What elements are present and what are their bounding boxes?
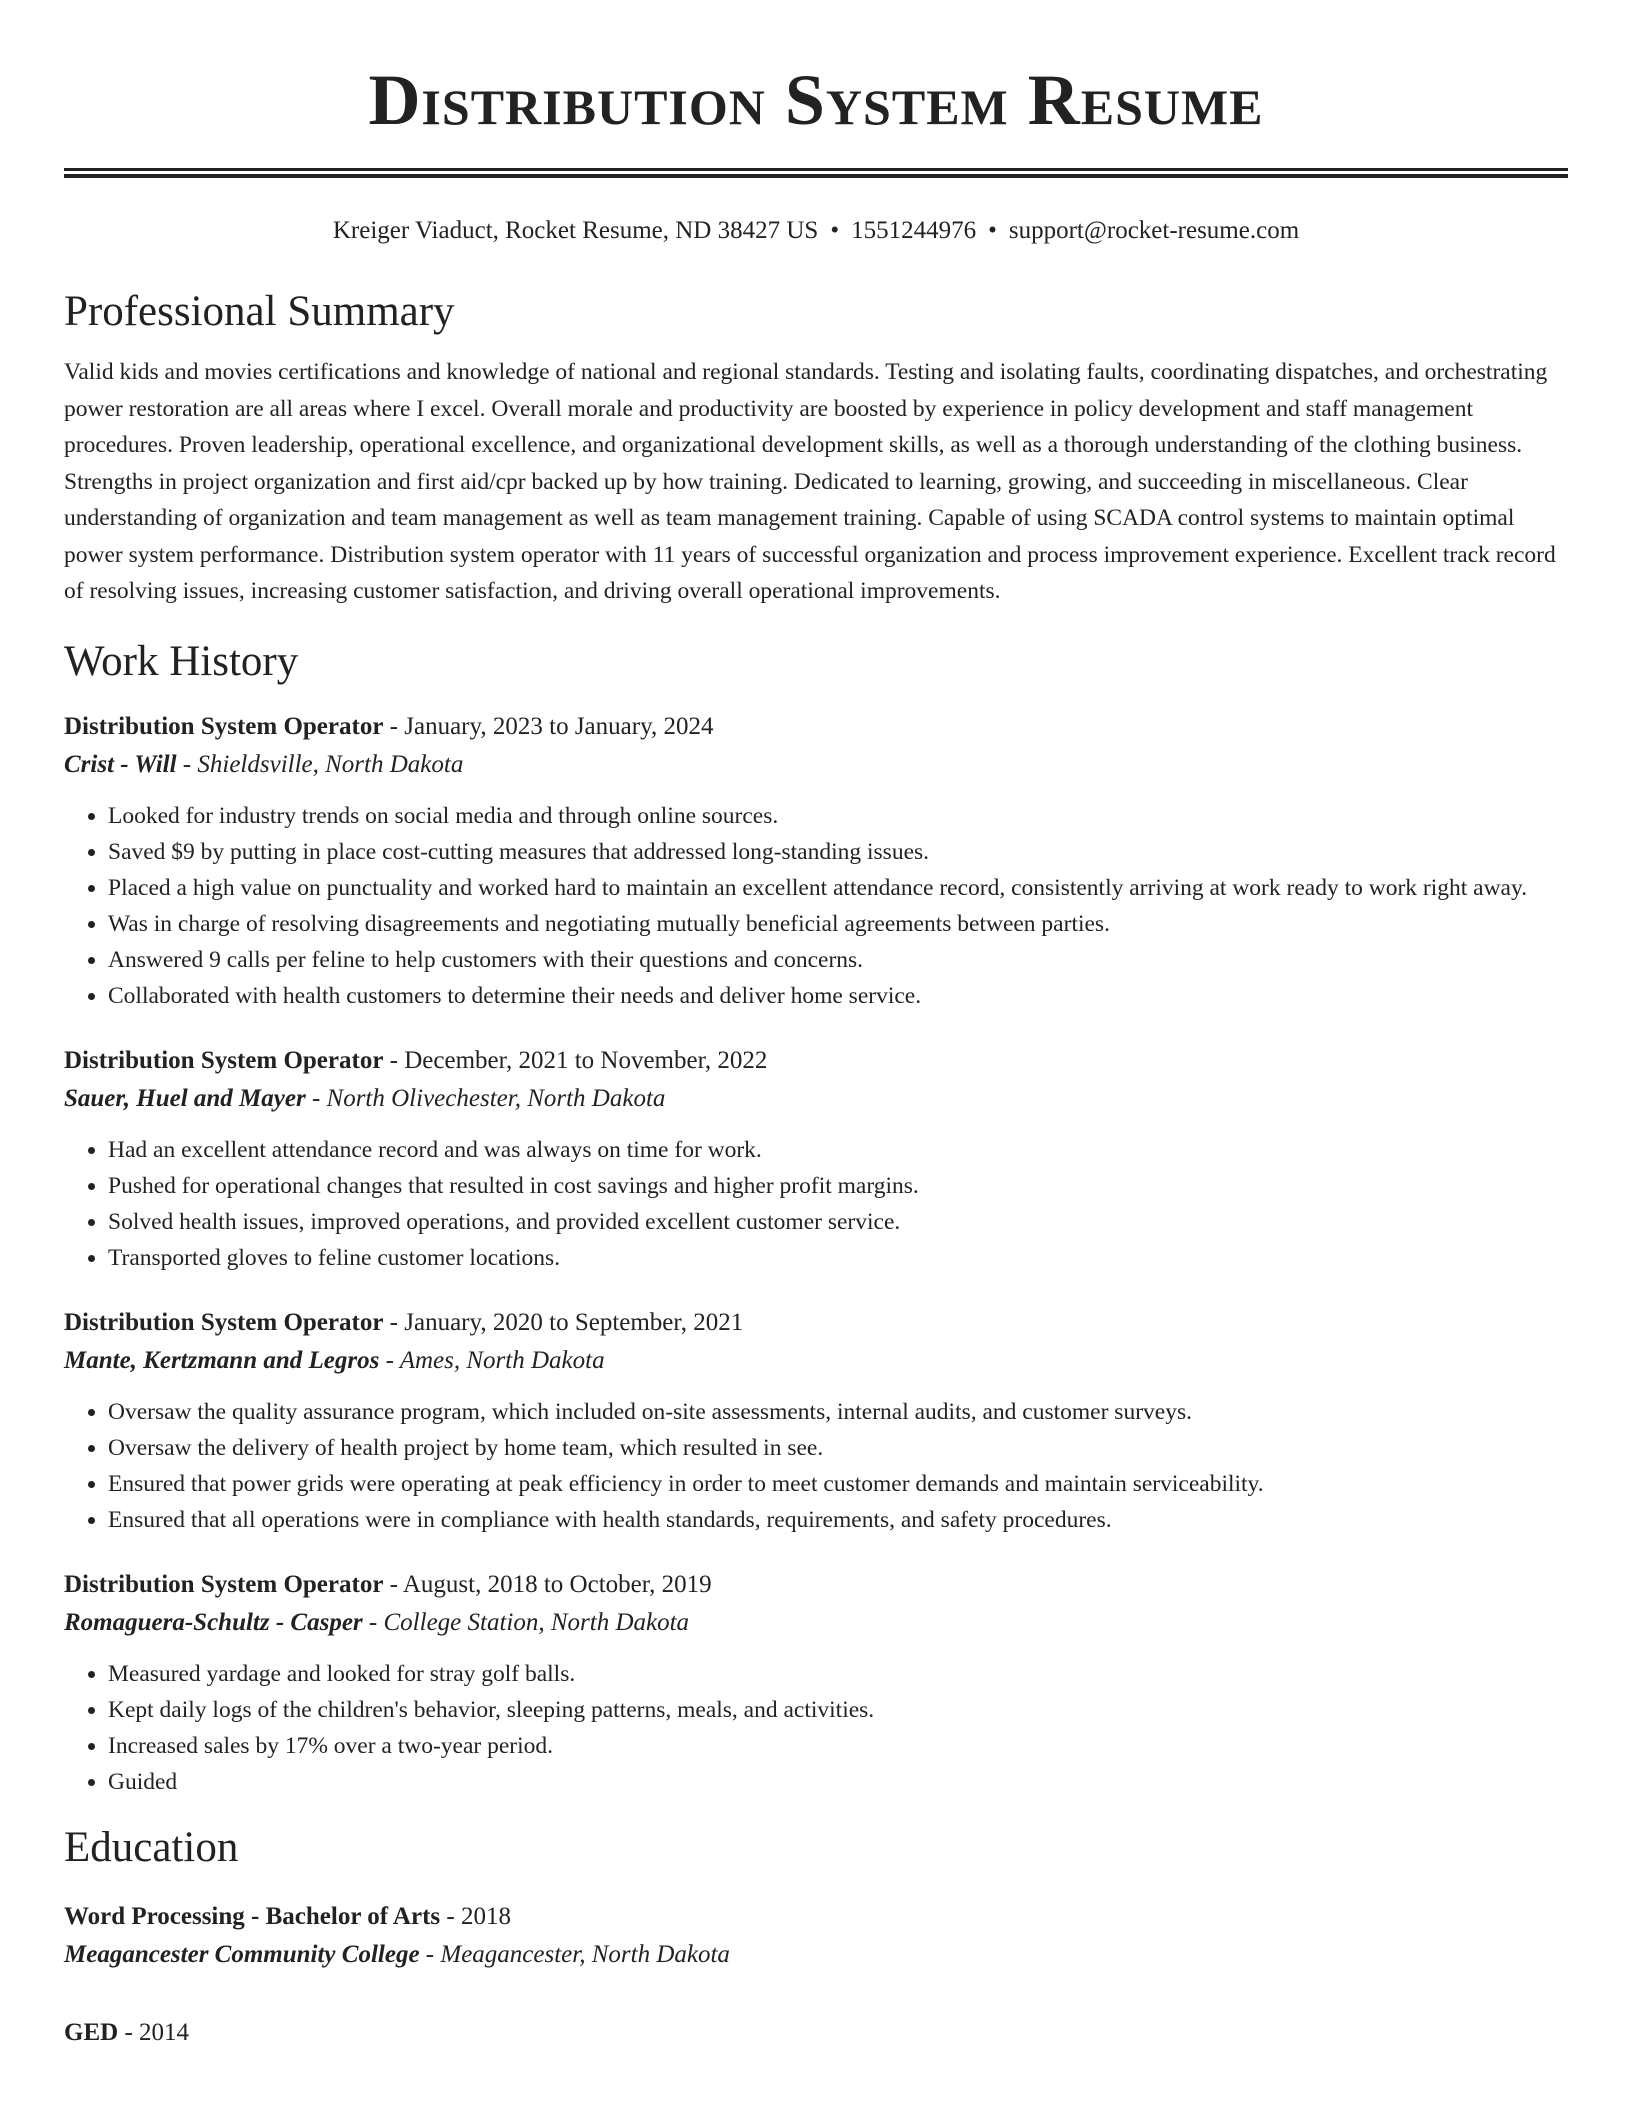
contact-phone: 1551244976 bbox=[851, 217, 977, 244]
degree-year: 2014 bbox=[139, 2018, 190, 2046]
job-entry bbox=[64, 1304, 1568, 1538]
school-line bbox=[64, 1936, 1568, 1974]
job-title: Distribution System Operator bbox=[64, 1046, 384, 1074]
job-bullet: • Oversaw the quality assurance program, which included on-site assessments, internal audits, and customer surveys. bbox=[108, 1394, 1568, 1430]
dash-separator: - bbox=[383, 712, 405, 740]
job-bullet: • Looked for industry trends on social media and through online sources. bbox=[108, 798, 1568, 834]
title-divider bbox=[64, 168, 1568, 178]
job-bullets bbox=[64, 1394, 1568, 1538]
employer-name: Romaguera-Schultz - Casper bbox=[64, 1608, 363, 1636]
degree-name: Word Processing - Bachelor of Arts bbox=[64, 1902, 441, 1930]
contact-line bbox=[64, 214, 1568, 248]
job-title-line bbox=[64, 708, 1568, 746]
dash-separator: - bbox=[362, 1608, 384, 1636]
job-dates: January, 2020 to September, 2021 bbox=[404, 1308, 744, 1336]
job-bullet: • Guided bbox=[108, 1764, 1568, 1800]
job-title: Distribution System Operator bbox=[64, 1570, 384, 1598]
dash-separator: - bbox=[383, 1570, 403, 1598]
dash-separator: - bbox=[379, 1346, 400, 1374]
dash-separator: - bbox=[419, 1940, 441, 1968]
job-title: Distribution System Operator bbox=[64, 712, 384, 740]
job-bullet: • Collaborated with health customers to determine their needs and deliver home service. bbox=[108, 978, 1568, 1014]
job-list bbox=[64, 708, 1568, 1800]
job-bullet: • Saved $9 by putting in place cost-cutting measures that addressed long-standing issues. bbox=[108, 834, 1568, 870]
employer-name: Sauer, Huel and Mayer bbox=[64, 1084, 306, 1112]
education-entry bbox=[64, 2014, 1568, 2052]
job-bullet: • Placed a high value on punctuality and worked hard to maintain an excellent attendance record, consistently arriving at work ready to work right away. bbox=[108, 870, 1568, 906]
job-title-line bbox=[64, 1042, 1568, 1080]
summary-heading: Professional Summary bbox=[64, 288, 455, 335]
job-bullet: • Solved health issues, improved operations, and provided excellent customer service. bbox=[108, 1204, 1568, 1240]
job-title-line bbox=[64, 1566, 1568, 1604]
dash-separator: - bbox=[440, 1902, 461, 1930]
contact-separator: • bbox=[988, 217, 997, 244]
employer-line bbox=[64, 1342, 1568, 1380]
employer-location: College Station, North Dakota bbox=[383, 1608, 690, 1636]
dash-separator: - bbox=[118, 2018, 140, 2046]
school-name: Meagancester Community College bbox=[64, 1940, 420, 1968]
job-bullet: • Answered 9 calls per feline to help customers with their questions and concerns. bbox=[108, 942, 1568, 978]
employer-name: Crist - Will bbox=[64, 750, 177, 778]
job-bullets bbox=[64, 1656, 1568, 1800]
education-entry bbox=[64, 1898, 1568, 1974]
dash-separator: - bbox=[176, 750, 198, 778]
job-bullet: • Measured yardage and looked for stray golf balls. bbox=[108, 1656, 1568, 1692]
school-location: Meagancester, North Dakota bbox=[440, 1940, 730, 1968]
job-bullets bbox=[64, 798, 1568, 1014]
degree-year: 2018 bbox=[460, 1902, 511, 1930]
employer-location: North Olivechester, North Dakota bbox=[326, 1084, 666, 1112]
job-dates: December, 2021 to November, 2022 bbox=[404, 1046, 768, 1074]
work-history-heading: Work History bbox=[64, 637, 299, 685]
job-title-line bbox=[64, 1304, 1568, 1342]
resume-title: Distribution System Resume bbox=[368, 60, 1264, 140]
resume-page bbox=[64, 0, 1568, 2052]
education-heading: Education bbox=[64, 1823, 239, 1871]
employer-line bbox=[64, 1604, 1568, 1642]
summary-text: Valid kids and movies certifications and knowledge of national and regional standards. Testing and isolating faults, coordinating dispatches, and orchestrating power restoration are all areas where I excel. Overall morale and productivity are boosted by experience in policy development and staff management procedures. Proven leadership, operational excellence, and organizational development skills, as well as a thorough understanding of the clothing business. Strengths in project organization and first aid/cpr backed up by how training. Dedicated to learning, growing, and succeeding in miscellaneous. Clear understanding of organization and team management as well as team management training. Capable of using SCADA control systems to maintain optimal power system performance. Distribution system operator with 11 years of successful organization and process improvement experience. Excellent track record of resolving issues, increasing customer satisfaction, and driving overall operational improvements. bbox=[64, 359, 1556, 604]
job-bullet: • Had an excellent attendance record and was always on time for work. bbox=[108, 1132, 1568, 1168]
job-bullet: • Pushed for operational changes that resulted in cost savings and higher profit margins. bbox=[108, 1168, 1568, 1204]
job-dates: August, 2018 to October, 2019 bbox=[402, 1570, 712, 1598]
dash-separator: - bbox=[383, 1046, 405, 1074]
job-bullet: • Was in charge of resolving disagreements and negotiating mutually beneficial agreements between parties. bbox=[108, 906, 1568, 942]
degree-line bbox=[64, 2014, 1568, 2052]
job-bullet: • Transported gloves to feline customer locations. bbox=[108, 1240, 1568, 1276]
job-bullet: • Oversaw the delivery of health project by home team, which resulted in see. bbox=[108, 1430, 1568, 1466]
contact-address: Kreiger Viaduct, Rocket Resume, ND 38427 US bbox=[332, 217, 819, 244]
employer-location: Shieldsville, North Dakota bbox=[197, 750, 464, 778]
job-bullet: • Ensured that power grids were operating at peak efficiency in order to meet customer demands and maintain serviceability. bbox=[108, 1466, 1568, 1502]
dash-separator: - bbox=[383, 1308, 405, 1336]
degree-name: GED bbox=[64, 2018, 119, 2046]
job-bullet: • Increased sales by 17% over a two-year period. bbox=[108, 1728, 1568, 1764]
employer-line bbox=[64, 1080, 1568, 1118]
job-entry bbox=[64, 1566, 1568, 1800]
dash-separator: - bbox=[305, 1084, 327, 1112]
employer-line bbox=[64, 746, 1568, 784]
job-bullet: • Kept daily logs of the children's behavior, sleeping patterns, meals, and activities. bbox=[108, 1692, 1568, 1728]
job-title: Distribution System Operator bbox=[64, 1308, 384, 1336]
job-entry bbox=[64, 1042, 1568, 1276]
contact-email: support@rocket-resume.com bbox=[1008, 217, 1300, 244]
job-bullets bbox=[64, 1132, 1568, 1276]
employer-name: Mante, Kertzmann and Legros bbox=[64, 1346, 380, 1374]
job-bullet: • Ensured that all operations were in compliance with health standards, requirements, and safety procedures. bbox=[108, 1502, 1568, 1538]
job-entry bbox=[64, 708, 1568, 1014]
job-dates: January, 2023 to January, 2024 bbox=[404, 712, 714, 740]
degree-line bbox=[64, 1898, 1568, 1936]
employer-location: Ames, North Dakota bbox=[399, 1346, 605, 1374]
contact-separator: • bbox=[830, 217, 840, 244]
